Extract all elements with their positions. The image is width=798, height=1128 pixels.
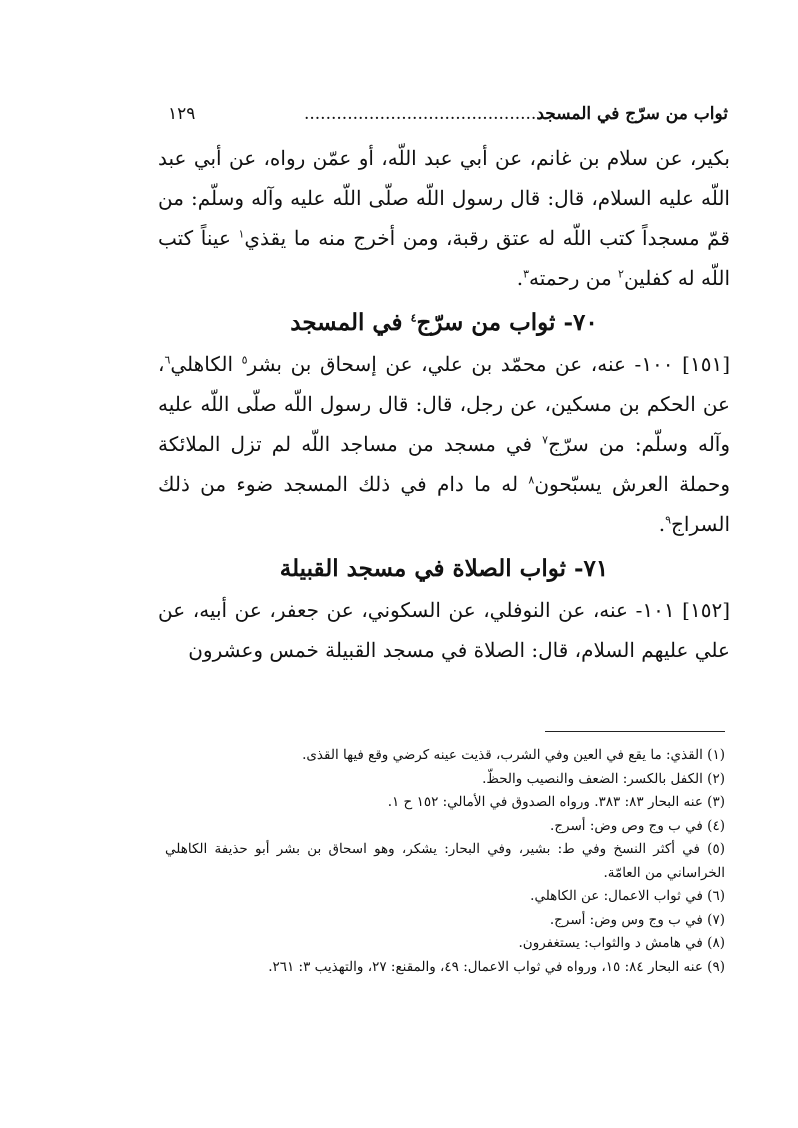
footnotes [165,744,725,979]
footnote-item: (٣) عنه البحار ٨٣: ٣٨٣. ورواه الصدوق في الأمالي: ١٥٢ ح ١. [387,794,725,810]
header-dots: ........................................... [303,104,537,124]
footnote-item: (٦) في ثواب الاعمال: عن الكاهلي. [530,888,725,904]
footnote-ref-9: ٩ [665,513,671,527]
footnote-item: (٨) في هامش د والثواب: يستغفرون. [518,935,725,951]
footnote-ref-4: ٤ [410,311,417,325]
main-text [158,138,730,670]
footnote-item: (٥) في أكثر النسخ وفي ط: بشير، وفي البحار: يشكر، وهو اسحاق بن بشر أبو حذيفة الكاهلي الخراساني من العامّة. [165,841,725,881]
header-title: ثواب من سرّج في المسجد........................................... [303,104,728,124]
footnote-ref-2: ٢ [618,267,624,281]
paragraph-continued: بكير، عن سلام بن غانم، عن أبي عبد اللّه، أو عمّن رواه، عن أبي عبد اللّه عليه السلام، قال: قال رسول اللّه صلّى اللّه عليه وآله وسلّم: من قمّ مسجداً كتب اللّه له عتق رقبة، ومن أخرج منه ما يقذي$^١$ عيناً كتب اللّه له كفلين$^٢$ من رحمته$^٣$. [158,146,730,290]
footnote-ref-5: ٥ [241,353,248,367]
footnote-item: (٧) في ب وج وس وض: أسرج. [549,911,725,928]
footnote-item: (٩) عنه البحار ٨٤: ١٥، ورواه في ثواب الاعمال: ٤٩، والمقنع: ٢٧، والتهذيب ٣: ٢٦١. [268,958,725,975]
hadith-152: [١٥٢] ١٠١- عنه، عن النوفلي، عن السكوني، عن جعفر، عن أبيه، عن علي عليهم السلام، قال: الصلاة في مسجد القبيلة خمس وعشرون [158,598,730,662]
footnote-separator [545,731,725,732]
footnote-ref-7: ٧ [542,433,549,447]
footnote-item: (٢) الكفل بالكسر: الضعف والنصيب والحظّ. [482,770,725,787]
section-heading-70: ٧٠- ثواب من سرّج$^٤$ في المسجد [290,309,598,336]
footnote-item: (١) القذي: ما يقع في العين وفي الشرب، قذيت عينه كرضي وقع فيها القذى. [302,747,725,763]
section-heading-71: ٧١- ثواب الصلاة في مسجد القبيلة [279,555,609,582]
footnote-ref-3: ٣ [523,267,530,281]
running-header [168,96,728,124]
footnote-ref-1: ١ [238,227,245,241]
footnote-ref-6: ٦ [164,353,171,367]
hadith-151: [١٥١] ١٠٠- عنه، عن محمّد بن علي، عن إسحاق بن بشر$^٥$ الكاهلي$^٦$، عن الحكم بن مسكين، عن رجل، قال: قال رسول اللّه صلّى اللّه عليه وآله وسلّم: من سرّج$^٧$ في مسجد من مساجد اللّه لم تزل الملائكة وحملة العرش يسبّحون$^٨$ له ما دام في ذلك المسجد ضوء من ذلك السراج$^٩$. [158,352,730,536]
page-number: ١٢٩ [168,104,196,124]
footnote-ref-8: ٨ [528,473,535,487]
header-rule [168,124,728,125]
footnote-item: (٤) في ب وج وص وض: أسرج. [550,817,725,834]
